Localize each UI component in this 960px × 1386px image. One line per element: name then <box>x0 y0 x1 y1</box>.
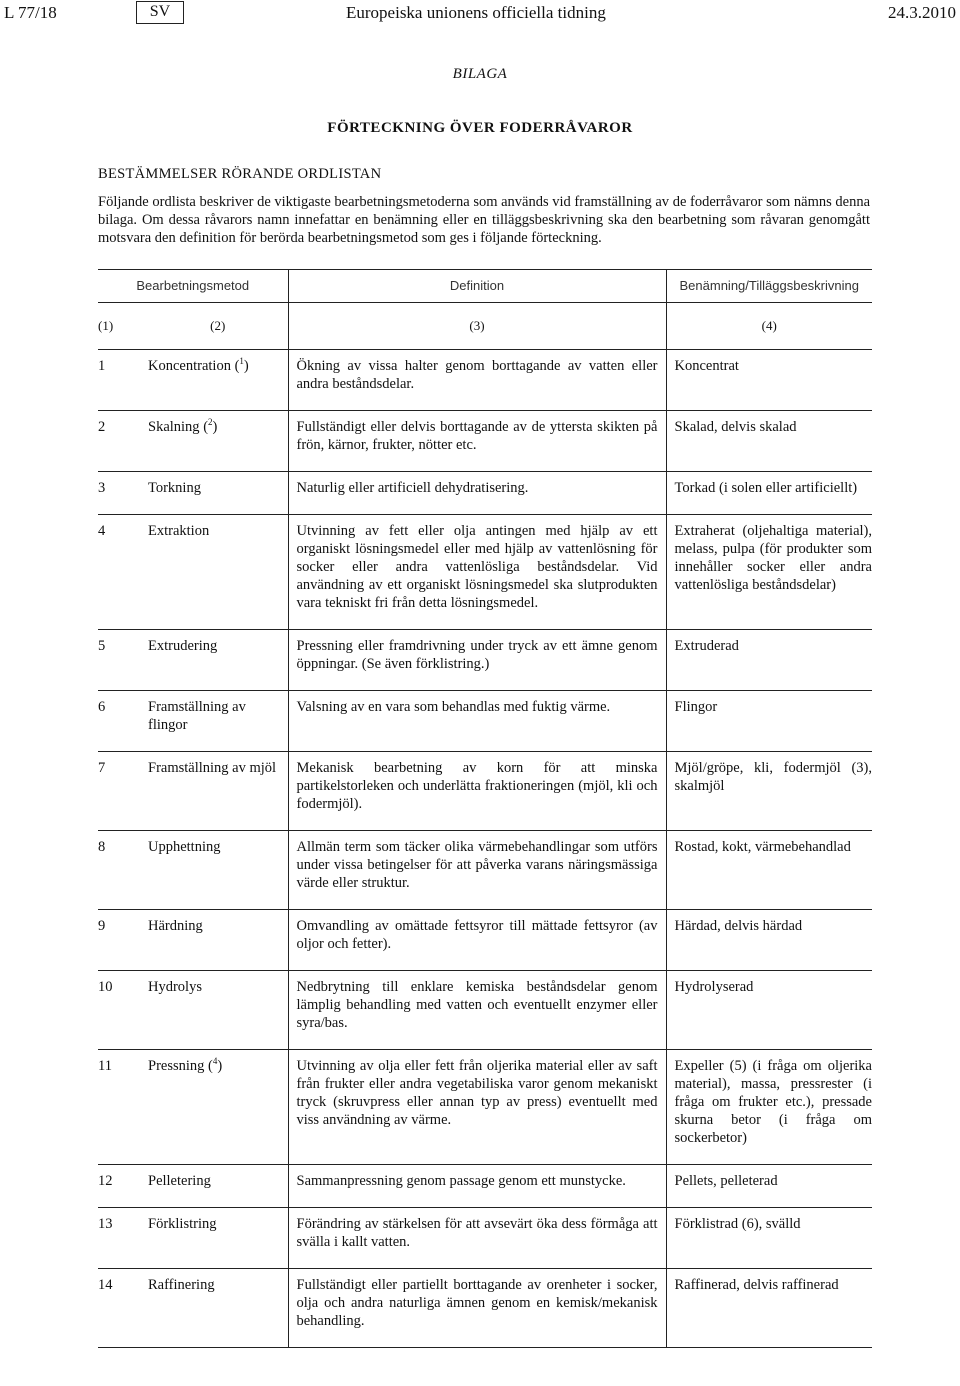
method-cell <box>148 910 288 971</box>
row-number: 8 <box>98 831 148 910</box>
method-cell <box>148 1269 288 1348</box>
table-row <box>98 971 872 1050</box>
method-name: Extraktion <box>148 523 210 539</box>
designation-cell: Expeller (5) (i fråga om oljerika material), massa, pressrester (i fråga om frukter etc.), pressade skurna betor (i fråga om sockerbetor) <box>666 1050 872 1165</box>
list-title: FÖRTECKNING ÖVER FODERRÅVAROR <box>327 120 633 136</box>
designation-cell: Torkad (i solen eller artificiellt) <box>666 472 872 515</box>
method-name: Koncentration <box>148 358 231 374</box>
row-number: 10 <box>98 971 148 1050</box>
table-header-row <box>98 270 872 303</box>
designation-cell: Härdad, delvis härdad <box>666 910 872 971</box>
table-row <box>98 1269 872 1348</box>
row-number: 5 <box>98 630 148 691</box>
designation-cell: Mjöl/gröpe, kli, fodermjöl (3), skalmjöl <box>666 752 872 831</box>
row-number: 14 <box>98 1269 148 1348</box>
row-number: 11 <box>98 1050 148 1165</box>
definition-cell: Mekanisk bearbetning av korn för att minska partikelstorleken och underlätta fraktioneringen (mjöl, kli och fodermjöl). <box>288 752 666 831</box>
method-name: Skalning <box>148 419 200 435</box>
table-row <box>98 1208 872 1269</box>
processing-methods-table <box>98 269 872 1348</box>
column-number: (4) <box>666 303 872 350</box>
table-row <box>98 472 872 515</box>
table-body <box>98 350 872 1348</box>
definition-cell: Nedbrytning till enklare kemiska beståndsdelar genom lämplig behandling med vatten och eventuellt enzymer eller syra/bas. <box>288 971 666 1050</box>
method-cell: Pressning ($^4$) <box>148 1050 288 1165</box>
designation-cell: Raffinerad, delvis raffinerad <box>666 1269 872 1348</box>
method-cell <box>148 831 288 910</box>
method-name: Hydrolys <box>148 979 202 995</box>
table-row <box>98 910 872 971</box>
definition-cell: Utvinning av fett eller olja antingen med hjälp av ett organiskt lösningsmedel eller med hjälp av vattenlösning för socker eller andra vattenlösliga beståndsdelar. Vid användning av ett organiskt lösningsmedel ska slutprodukten vara tekniskt fri från detta lösningsmedel. <box>288 515 666 630</box>
column-number: (3) <box>288 303 666 350</box>
row-number: 6 <box>98 691 148 752</box>
table-row <box>98 691 872 752</box>
method-cell <box>148 630 288 691</box>
method-name: Framställning av mjöl <box>148 760 277 776</box>
definition-cell: Förändring av stärkelsen för att avsevärt öka dess förmåga att svälla i kallt vatten. <box>288 1208 666 1269</box>
designation-cell: Förklistrad (6), svälld <box>666 1208 872 1269</box>
definition-cell: Pressning eller framdrivning under tryck av ett ämne genom öppningar. (Se även förklistring.) <box>288 630 666 691</box>
method-cell: Koncentration ($^1$) <box>148 350 288 411</box>
table-row <box>98 752 872 831</box>
definition-cell: Allmän term som täcker olika värmebehandlingar som utförs under vissa betingelser för att påverka varans näringsmässiga värde eller struktur. <box>288 831 666 910</box>
row-number: 1 <box>98 350 148 411</box>
page-header <box>0 0 960 26</box>
annex-label: BILAGA <box>452 66 508 82</box>
method-name: Förklistring <box>148 1216 217 1232</box>
method-name: Torkning <box>148 480 201 496</box>
method-name: Extrudering <box>148 638 218 654</box>
method-cell <box>148 472 288 515</box>
footnote-ref: 4 <box>212 1056 218 1067</box>
table-row <box>98 630 872 691</box>
journal-title: Europeiska unionens officiella tidning <box>346 3 606 22</box>
footnote-ref: 2 <box>208 417 213 428</box>
method-name: Pressning <box>148 1058 205 1074</box>
method-name: Pelletering <box>148 1173 211 1189</box>
designation-cell: Extraherat (oljehaltiga material), melass, pulpa (för produkter som innehåller socker eller andra vattenlösliga beståndsdelar) <box>666 515 872 630</box>
row-number: 7 <box>98 752 148 831</box>
definition-cell: Fullständigt eller partiellt borttagande av orenheter i socker, olja och andra naturliga ämnen genom en kemisk/mekanisk behandling. <box>288 1269 666 1348</box>
method-cell: Skalning ($^2$) <box>148 411 288 472</box>
definition-cell: Utvinning av olja eller fett från oljerika material eller av saft från frukter eller andra vegetabiliska varor genom mekaniskt tryck (skruvpress eller annan typ av press) eventuellt med viss användning av värme. <box>288 1050 666 1165</box>
method-name: Upphettning <box>148 839 221 855</box>
definition-cell: Naturlig eller artificiell dehydratisering. <box>288 472 666 515</box>
method-cell <box>148 752 288 831</box>
method-cell <box>148 1208 288 1269</box>
definition-cell: Omvandling av omättade fettsyror till mättade fettsyror (av oljor och fetter). <box>288 910 666 971</box>
table-row <box>98 411 872 472</box>
row-number: 9 <box>98 910 148 971</box>
column-number: (2) <box>148 303 288 350</box>
table-row <box>98 831 872 910</box>
footnote-ref: 1 <box>239 356 244 367</box>
definition-cell: Sammanpressning genom passage genom ett munstycke. <box>288 1165 666 1208</box>
designation-cell: Flingor <box>666 691 872 752</box>
column-number-row <box>98 303 872 350</box>
designation-cell: Koncentrat <box>666 350 872 411</box>
method-name: Framställning av flingor <box>148 699 246 733</box>
designation-cell: Rostad, kokt, värmebehandlad <box>666 831 872 910</box>
definition-cell: Ökning av vissa halter genom borttagande av vatten eller andra beståndsdelar. <box>288 350 666 411</box>
table-row <box>98 1165 872 1208</box>
page-number: L 77/18 <box>4 3 57 22</box>
definition-cell: Fullständigt eller delvis borttagande av de yttersta skikten på frön, kärnor, frukter, nötter etc. <box>288 411 666 472</box>
definition-cell: Valsning av en vara som behandlas med fuktig värme. <box>288 691 666 752</box>
row-number: 4 <box>98 515 148 630</box>
header-definition: Definition <box>288 270 666 303</box>
method-name: Härdning <box>148 918 203 934</box>
row-number: 2 <box>98 411 148 472</box>
table-row <box>98 1050 872 1165</box>
designation-cell: Hydrolyserad <box>666 971 872 1050</box>
row-number: 12 <box>98 1165 148 1208</box>
designation-cell: Skalad, delvis skalad <box>666 411 872 472</box>
designation-cell: Extruderad <box>666 630 872 691</box>
header-name: Benämning/Tilläggsbeskrivning <box>666 270 872 303</box>
row-number: 3 <box>98 472 148 515</box>
method-name: Raffinering <box>148 1277 215 1293</box>
row-number: 13 <box>98 1208 148 1269</box>
method-cell <box>148 971 288 1050</box>
method-cell <box>148 1165 288 1208</box>
method-cell <box>148 691 288 752</box>
section-title: BESTÄMMELSER RÖRANDE ORDLISTAN <box>98 166 382 182</box>
column-number: (1) <box>98 303 148 350</box>
table-row <box>98 515 872 630</box>
language-code: SV <box>136 1 184 24</box>
header-method: Bearbetningsmetod <box>98 270 288 303</box>
publication-date: 24.3.2010 <box>888 3 956 22</box>
designation-cell: Pellets, pelleterad <box>666 1165 872 1208</box>
intro-paragraph: Följande ordlista beskriver de viktigaste bearbetningsmetoderna som används vid framställning av de foderråvaror som nämns denna bilaga. Om dessa råvarors namn innefattar en benämning eller en tilläggsbeskrivning ska den bearbetning som råvaran genomgått motsvara den definition för berörda bearbetningsmetod som ges i följande förteckning. <box>98 194 870 246</box>
method-cell <box>148 515 288 630</box>
table-row <box>98 350 872 411</box>
